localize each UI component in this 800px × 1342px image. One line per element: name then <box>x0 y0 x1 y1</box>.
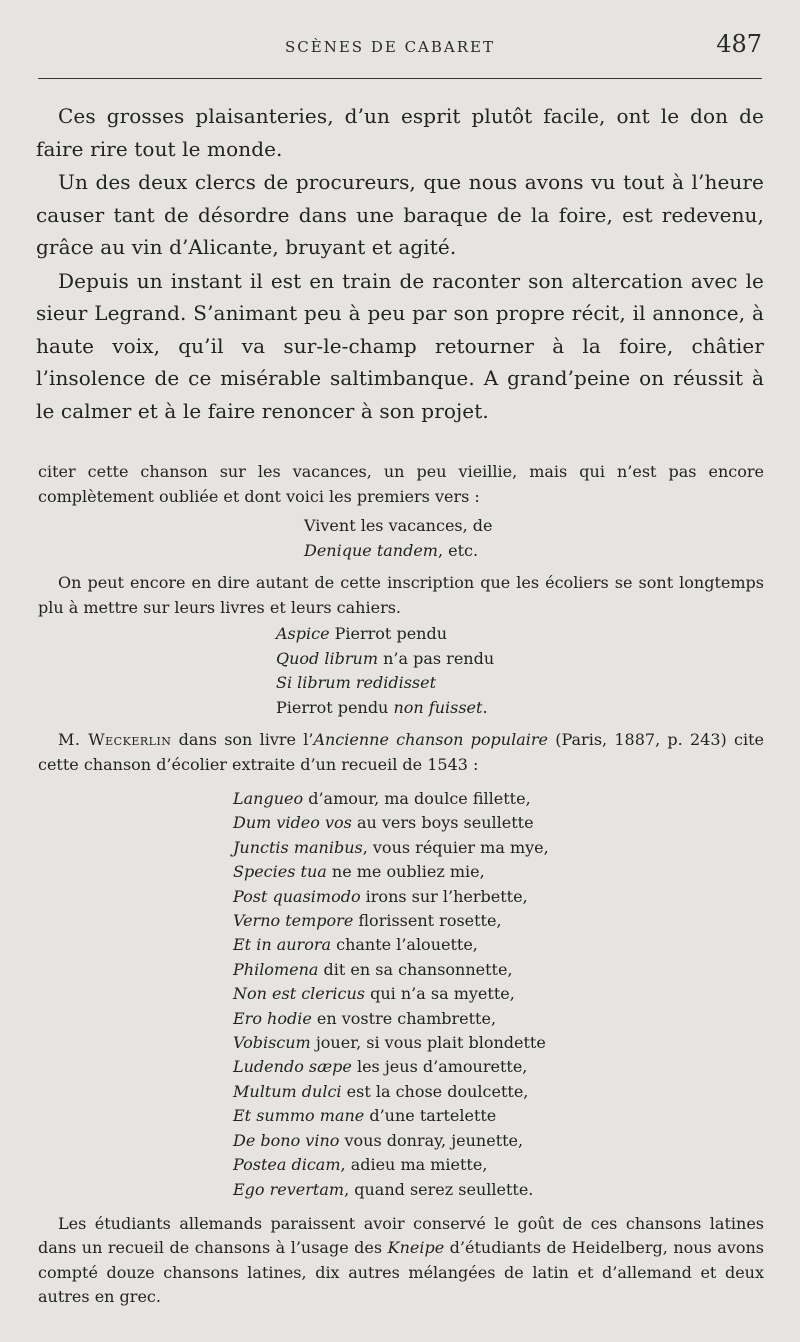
note-paragraph <box>38 728 764 777</box>
verse-text: dit en sa chansonnette, <box>318 959 513 979</box>
notes-section <box>38 460 764 1310</box>
verse-text: Pierrot pendu <box>329 624 448 643</box>
note-paragraph <box>38 1212 764 1310</box>
verse-line <box>276 696 764 721</box>
verse-text: d’amour, ma doulce fillette, <box>303 789 531 808</box>
verse-latin: Philomena <box>233 959 319 979</box>
verse-line <box>276 647 764 672</box>
note-text: (Paris, 1887, p. 243) cite cette chanson d’écolier extraite d’un recueil de 1543 : <box>38 730 764 774</box>
verse-text: n’a pas rendu <box>377 648 495 668</box>
verse-line <box>233 1178 764 1202</box>
verse-text: Pierrot pendu <box>276 697 394 717</box>
verse-line <box>233 787 764 811</box>
note-text: Les étudiants allemands paraissent avoir conservé le goût de ces chansons latines dans un recueil de chansons à l’usage des <box>38 1213 764 1258</box>
verse-text: jouer, si vous plait blondette <box>310 1033 546 1053</box>
verse-latin: Vobiscum <box>233 1033 311 1053</box>
verse-latin: Et in aurora <box>233 935 332 955</box>
verse-text: vous donray, jeunette, <box>339 1130 524 1150</box>
verse-latin: Postea dicam <box>233 1155 341 1175</box>
author-name: M. Weckerlin <box>58 730 172 749</box>
verse-line <box>233 982 764 1006</box>
verse-line <box>233 1080 764 1104</box>
verse-text: Vivent les vacances, de <box>304 516 493 535</box>
verse-latin: Post quasimodo <box>233 886 361 906</box>
paragraph: Ces grosses plaisanteries, d’un esprit plutôt facile, ont le don de faire rire tout le monde. <box>36 104 764 161</box>
verse-latin: Verno tempore <box>233 911 354 931</box>
verse-text: est la chose doulcette, <box>341 1081 529 1101</box>
verse-latin: Quod librum <box>276 648 378 668</box>
verse-text: chante l’alouette, <box>331 935 478 955</box>
verse-line <box>233 1153 764 1177</box>
verse-line <box>233 836 764 860</box>
verse-text: , vous réquier ma mye, <box>362 837 549 857</box>
note-paragraph: citer cette chanson sur les vacances, un peu vieillie, mais qui n’est pas encore complètement oubliée et dont voici les premiers vers : <box>38 462 764 506</box>
verse-langueo <box>38 787 764 1202</box>
verse-latin: Multum dulci <box>233 1081 342 1101</box>
verse-latin: Ego revertam <box>233 1179 345 1199</box>
verse-line <box>233 1007 764 1031</box>
verse-line <box>304 538 764 563</box>
verse-latin: Langueo <box>233 789 304 808</box>
page-number: 487 <box>716 30 762 58</box>
verse-text: au vers boys seullette <box>351 813 534 833</box>
verse-line <box>276 622 764 647</box>
running-title: SCÈNES DE CABARET <box>285 38 495 56</box>
verse-text: d’une tartelette <box>364 1106 497 1126</box>
verse-text: , etc. <box>437 541 479 560</box>
verse-pierrot <box>38 622 764 720</box>
verse-latin: Ludendo sæpe <box>233 1057 352 1077</box>
paragraph: Depuis un instant il est en train de raconter son altercation avec le sieur Legrand. S’animant peu à peu par son propre récit, il annonce, à haute voix, qu’il va sur-le-champ retourner à la foire, châtier l’insolence de ce misérable saltimbanque. A grand’peine on réussit à le calmer et à le faire renoncer à son projet. <box>36 268 764 423</box>
page-header <box>0 30 800 64</box>
header-rule <box>38 78 762 79</box>
verse-line <box>233 909 764 933</box>
verse-latin: Species tua <box>233 862 327 882</box>
note-paragraph: On peut encore en dire autant de cette inscription que les écoliers se sont longtemps plu à mettre sur leurs livres et leurs cahiers. <box>38 573 764 617</box>
paragraph: Un des deux clercs de procureurs, que nous avons vu tout à l’heure causer tant de désordre dans une baraque de la foire, est redevenu, grâce au vin d’Alicante, bruyant et agité. <box>36 170 764 259</box>
note-text: d’étudiants de Heidelberg, nous avons compté douze chansons latines, dix autres mélangées de latin et d’allemand et deux autres en grec. <box>38 1238 764 1307</box>
verse-text: . <box>482 697 488 717</box>
verse-vacances <box>38 513 764 563</box>
verse-latin: De bono vino <box>233 1130 340 1150</box>
verse-line <box>233 933 764 957</box>
verse-latin: Junctis manibus <box>233 837 363 857</box>
note-text: dans son livre l’ <box>171 730 314 749</box>
verse-line <box>233 958 764 982</box>
verse-text: , quand serez seullette. <box>344 1179 534 1199</box>
book-title: Ancienne chanson populaire <box>313 730 548 749</box>
verse-latin: Et summo mane <box>233 1106 365 1126</box>
verse-text: les jeus d’amourette, <box>351 1057 528 1077</box>
verse-latin: Ero hodie <box>233 1008 312 1028</box>
verse-latin: non fuisset <box>393 697 483 717</box>
verse-line <box>304 513 764 538</box>
verse-line <box>233 811 764 835</box>
verse-latin: Si librum redidisset <box>276 673 437 692</box>
verse-latin: Dum video vos <box>233 813 352 833</box>
verse-text: ne me oubliez mie, <box>326 862 485 882</box>
verse-text: irons sur l’herbette, <box>360 886 528 906</box>
verse-line <box>276 671 764 696</box>
verse-latin: Denique tandem <box>304 541 438 560</box>
verse-text: florissent rosette, <box>353 911 502 931</box>
verse-line <box>233 885 764 909</box>
verse-line <box>233 860 764 884</box>
verse-latin: Aspice <box>276 624 330 643</box>
verse-line <box>233 1055 764 1079</box>
verse-text: en vostre chambrette, <box>311 1008 497 1028</box>
verse-text: , adieu ma miette, <box>340 1155 488 1175</box>
kneipe-word: Kneipe <box>387 1238 445 1258</box>
verse-latin: Non est clericus <box>233 984 366 1004</box>
main-text <box>36 100 764 428</box>
verse-line <box>233 1104 764 1128</box>
verse-line <box>233 1031 764 1055</box>
verse-line <box>233 1129 764 1153</box>
verse-text: qui n’a sa myette, <box>365 984 515 1004</box>
